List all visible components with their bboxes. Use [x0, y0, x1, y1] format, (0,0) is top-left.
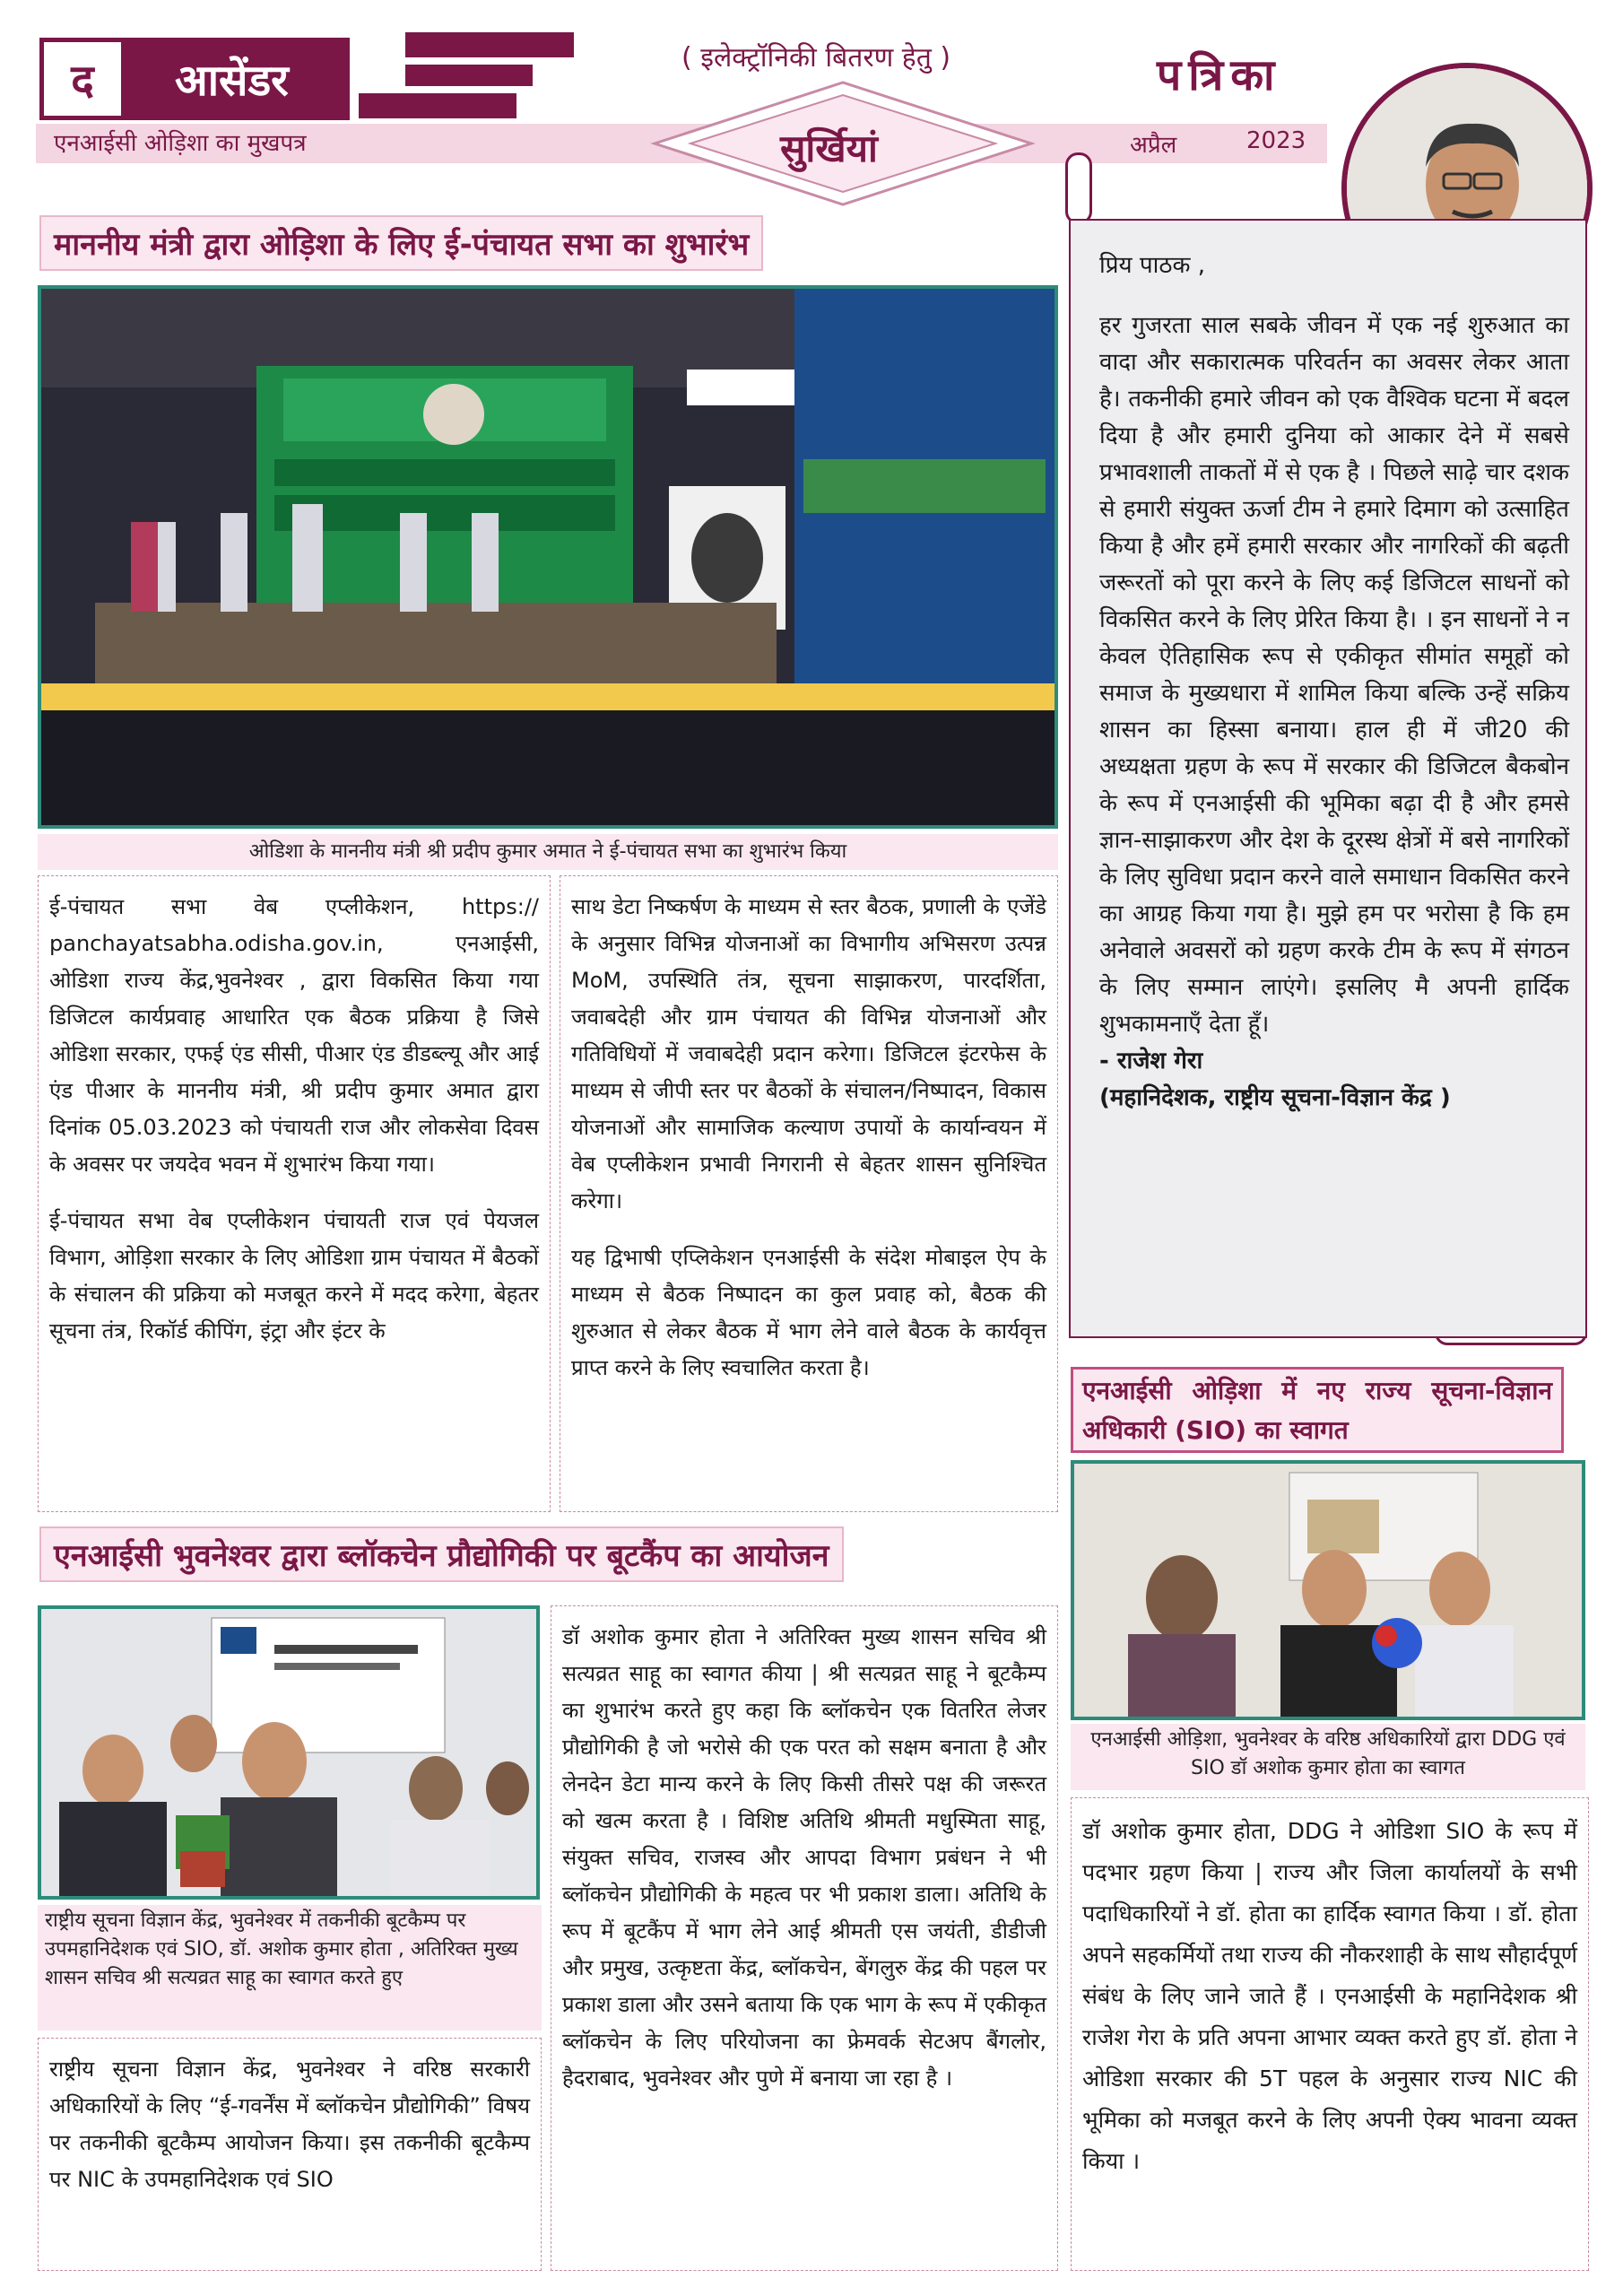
article1-col2-para1: साथ डेटा निष्कर्षण के माध्यम से स्तर बैठक, प्रणाली के एजेंडे के अनुसार विभिन्न योजनाओं का विभागीय अभिसरण उत्पन्न MoM, उपस्थिति तंत्र, सूचना साझाकरण, पारदर्शिता, जवाबदेही और ग्राम पंचायत की विभिन्न योजनाओं और गतिविधियों में जवाबदेही प्रदान करेगा। डिजिटल इंटरफेस के माध्यम से जीपी स्तर पर बैठकों के संचालन/निष्पादन, विकास योजनाओं और सामाजिक कल्याण उपायों के कार्यान्वयन में वेब एप्लीकेशन प्रभावी निगरानी से बेहतर शासन सुनिश्चित करेगा।: [571, 894, 1046, 1213]
article1-col1-para1: ई-पंचायत सभा वेब एप्लीकेशन, https:// panchayatsabha.odisha.gov.in, एनआईसी, ओडिशा राज्य केंद्र,भुवनेश्वर , द्वारा विकसित किया गया डिजिटल कार्यप्रवाह आधारित एक बैठक प्रक्रिया है जिसे ओडिशा सरकार, एफई एंड सीसी, पीआर एंड डीडब्ल्यू और आई एंड पीआर के माननीय मंत्री, श्री प्रदीप कुमार अमात द्वारा दिनांक 05.03.2023 को पंचायती राज और लोकसेवा दिवस के अवसर पर जयदेव भवन में शुभारंभ किया गया।: [49, 894, 539, 1177]
article2-col1-text: राष्ट्रीय सूचना विज्ञान केंद्र, भुवनेश्वर ने वरिष्ठ सरकारी अधिकारियों के लिए “ई-गवर्नेंस में ब्लॉकचेन प्रौद्योगिकी” विषय पर तकनीकी बूटकैम्प आयोजन किया। इस तकनीकी बूटकैम्प पर NIC के उपमहानिदेशक एवं SIO: [49, 2057, 530, 2192]
article2-photo: [38, 1605, 540, 1900]
logo-letter: द: [39, 38, 126, 120]
article1-caption: ओडिशा के माननीय मंत्री श्री प्रदीप कुमार अमात ने ई-पंचायत सभा का शुभारंभ किया: [38, 834, 1058, 870]
letter-designation: (महानिदेशक, राष्ट्रीय सूचना-विज्ञान केंद्र ): [1099, 1084, 1451, 1111]
article1-photo: [38, 285, 1058, 829]
article2-column-1: [38, 2038, 542, 2271]
article2-caption: राष्ट्रीय सूचना विज्ञान केंद्र, भुवनेश्वर में तकनीकी बूटकैम्प पर उपमहानिदेशक एवं SIO, डॉ. अशोक कुमार होता , अतिरिक्त मुख्य शासन सचिव श्री सत्यव्रत साहू का स्वागत करते हुए: [38, 1905, 542, 2031]
article1-column-2: [560, 875, 1058, 1512]
letter-signature: - राजेश गेरा: [1099, 1048, 1203, 1074]
newsletter-name: आसेंडर: [126, 38, 350, 120]
sio-caption: एनआईसी ओड़िशा, भुवनेश्वर के वरिष्ठ अधिकारियों द्वारा DDG एवं SIO डॉ अशोक कुमार होता का स्वागत: [1071, 1724, 1585, 1790]
article1-column-1: [38, 875, 551, 1512]
patrika-label: पत्रिका: [1157, 50, 1282, 100]
article1-heading: माननीय मंत्री द्वारा ओड़िशा के लिए ई-पंचायत सभा का शुभारंभ: [39, 215, 763, 271]
article1-col1-para2: ई-पंचायत सभा वेब एप्लीकेशन पंचायती राज एवं पेयजल विभाग, ओड़िशा सरकार के लिए ओडिशा ग्राम पंचायत में बैठकों के संचालन की प्रक्रिया को मजबूत करने में मदद करेगा, बेहतर सूचना तंत्र, रिकॉर्ड कीपिंग, इंट्रा और इंटर के: [49, 1208, 539, 1344]
letter-greeting: प्रिय पाठक ,: [1099, 252, 1205, 279]
issue-month: अप्रैल: [1130, 132, 1177, 159]
article2-heading: एनआईसी भुवनेश्वर द्वारा ब्लॉकचेन प्रौद्योगिकी पर बूटकैंप का आयोजन: [39, 1526, 844, 1582]
section-title: सुर्खियां: [780, 126, 878, 170]
sio-column: [1071, 1797, 1589, 2271]
distribution-note: ( इलेक्ट्रॉनिकी बितरण हेतु ): [681, 42, 951, 74]
letter-body: हर गुजरता साल सबके जीवन में एक नई शुरुआत का वादा और सकारात्मक परिवर्तन का अवसर लेकर आता है। तकनीकी हमारे जीवन को एक वैश्विक घटना में बदल दिया है और हमारी दुनिया को आकार देने में सबसे प्रभावशाली ताकतों में से एक है । पिछले साढ़े चार दशक से हमारी संयुक्त ऊर्जा टीम ने हमारे दिमाग को उत्साहित किया है और हमें हमारी सरकार और नागरिकों की बढ़ती जरूरतों को पूरा करने के लिए कई डिजिटल साधनों को विकसित करने के लिए प्रेरित किया है। । इन साधनों ने न केवल ऐतिहासिक रूप से एकीकृत सीमांत समूहों को समाज के मुख्यधारा में शामिल किया बल्कि उन्हें सक्रिय शासन का हिस्सा बनाया। हाल ही में जी20 की अध्यक्षता ग्रहण के रूप में सरकार की डिजिटल बैकबोन के रूप में एनआईसी की भूमिका बढ़ा दी है और हमसे ज्ञान-साझाकरण और देश के दूरस्थ क्षेत्रों में बसे नागरिकों के लिए सुविधा प्रदान करने वाले समाधान विकसित करने का आग्रह किया गया है। मुझे हम पर भरोसा है कि हम अनेवाले अवसरों को ग्रहण करके टीम के रूप में संगठन के लिए सम्मान लाएंगे। इसलिए मै अपनी हार्दिक शुभकामनाएँ देता हूँ।: [1099, 312, 1569, 1038]
scroll-top: [1065, 152, 1092, 224]
article2-col2-text: डॉ अशोक कुमार होता ने अतिरिक्त मुख्य शासन सचिव श्री सत्यव्रत साहू का स्वागत कीया | श्री सत्यव्रत साहू ने बूटकैम्प का शुभारंभ करते हुए कहा कि ब्लॉकचेन एक वितरित लेजर प्रौद्योगिकी है जो भरोसे की एक परत को सक्षम बनाता है और लेनदेन डेटा मान्य करने के लिए किसी तीसरे पक्ष की जरूरत को खत्म करता है । विशिष्ट अतिथि श्रीमती मधुस्मिता साहू, संयुक्त सचिव, राजस्व और आपदा विभाग प्रबंधन ने भी ब्लॉकचेन प्रौद्योगिकी के महत्व पर भी प्रकाश डाला। अतिथि के रूप में बूटकैंप में भाग लेने आई श्रीमती एस जयंती, डीडीजी और प्रमुख, उत्कृष्टता केंद्र, ब्लॉकचेन, बेंगलुरु केंद्र की पहल पर प्रकाश डाला और उसने बताया कि एक भाग के रूप में एकीकृत ब्लॉकचेन के लिए परियोजना का फ्रेमवर्क सेटअप बैंगलोर, हैदराबाद, भुवनेश्वर और पुणे में बनाया जा रहा है ।: [562, 1624, 1046, 2091]
article1-col2-para2: यह द्विभाषी एप्लिकेशन एनआईसी के संदेश मोबाइल ऐप के माध्यम से बैठक निष्पादन का कुल प्रवाह को, बैठक की शुरुआत से लेकर बैठक में भाग लेने वाले बैठक के कार्यवृत्त प्राप्त करने के लिए स्वचालित करता है।: [571, 1245, 1046, 1380]
sio-heading: एनआईसी ओड़िशा में नए राज्य सूचना-विज्ञान अधिकारी (SIO) का स्वागत: [1071, 1367, 1564, 1453]
masthead-bar-1: [405, 32, 574, 57]
editorial-letter: [1099, 248, 1569, 1117]
sio-photo: [1071, 1460, 1585, 1720]
article2-column-2: [551, 1605, 1058, 2271]
masthead-bar-2: [405, 65, 533, 86]
issue-year: 2023: [1246, 127, 1306, 154]
masthead-subtitle: एनआईसी ओड़िशा का मुखपत्र: [54, 130, 307, 157]
masthead-bar-3: [359, 93, 516, 118]
sio-body: डॉ अशोक कुमार होता, DDG ने ओडिशा SIO के रूप में पदभार ग्रहण किया | राज्य और जिला कार्यालयों के सभी पदाधिकारियों ने डॉ. होता का हार्दिक स्वागत किया । डॉ. होता अपने सहकर्मियों तथा राज्य की नौकरशाही के साथ सौहार्दपूर्ण संबंध के लिए जाने जाते हैं । एनआईसी के महानिदेशक श्री राजेश गेरा के प्रति अपना आभार व्यक्त करते हुए डॉ. होता ने ओडिशा सरकार की 5T पहल के अनुसार राज्य NIC की भूमिका को मजबूत करने के लिए अपनी ऐक्य भावना व्यक्त किया ।: [1082, 1818, 1577, 2174]
